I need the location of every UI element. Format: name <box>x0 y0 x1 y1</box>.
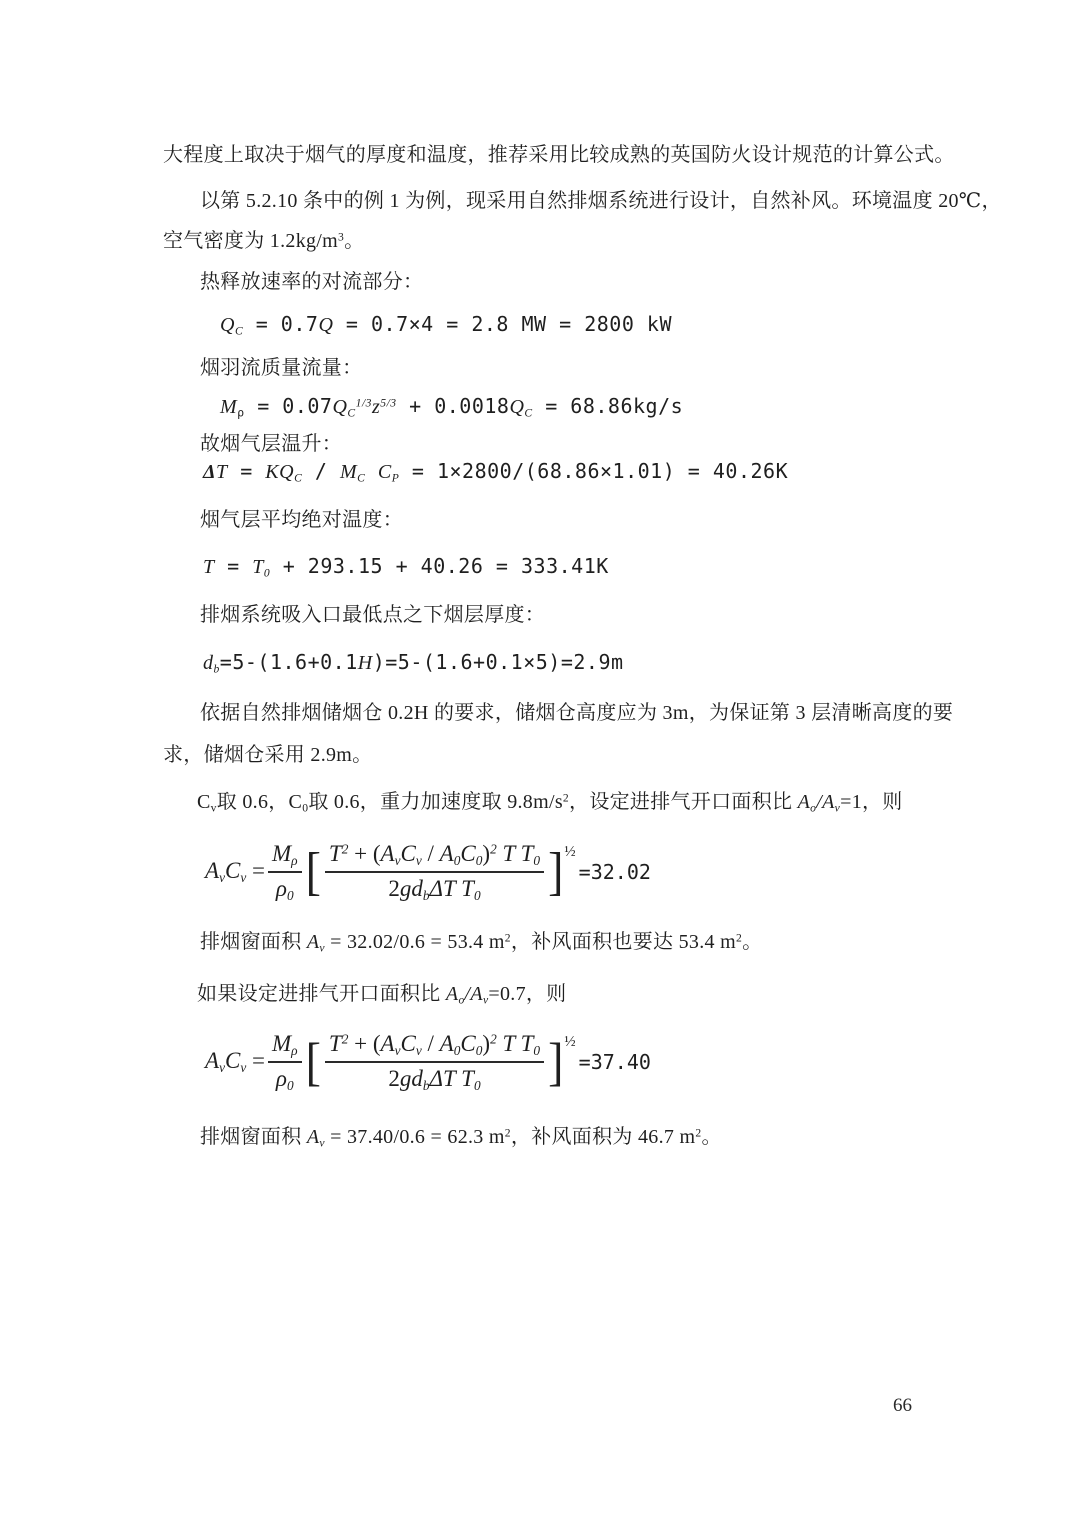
text-run: / <box>421 1030 440 1056</box>
text-run: 。 <box>344 230 365 252</box>
text-run: + ( <box>348 1030 381 1056</box>
fraction-numerator <box>268 841 302 873</box>
superscript: 2 <box>490 841 497 857</box>
subscript: ρ <box>237 405 245 420</box>
fraction-denominator <box>388 1063 480 1093</box>
subscript: 0 <box>475 1042 483 1058</box>
paragraph-line: 以第 5.2.10 条中的例 1 为例，现采用自然排烟系统进行设计，自然补风。环境温度 20℃， <box>200 190 1002 212</box>
superscript: 2 <box>341 841 349 857</box>
fraction-numerator <box>325 841 544 873</box>
paragraph-line <box>200 1125 722 1150</box>
paragraph-line: 求，储烟仓采用 2.9m。 <box>163 744 373 766</box>
subscript: v <box>482 993 489 1007</box>
var: T <box>328 1030 342 1056</box>
text-run: =1，则 <box>840 791 903 813</box>
var: ΔT T <box>429 1066 474 1091</box>
subscript: b <box>422 1078 430 1093</box>
paragraph-line <box>200 930 762 955</box>
delta-symbol: Δ <box>203 461 217 483</box>
superscript: 2 <box>562 791 570 805</box>
var: d <box>203 652 214 674</box>
half-exponent: ½ <box>564 1034 576 1050</box>
equals-sign: = <box>246 858 265 883</box>
close-bracket: ] <box>548 842 564 901</box>
var: A <box>439 1030 454 1056</box>
text-run: ，补风面积也要达 53.4 m <box>510 931 736 953</box>
formula-dt <box>203 459 788 485</box>
subscript: b <box>422 888 430 903</box>
subscript: v <box>319 941 325 955</box>
fraction-denominator <box>388 873 480 903</box>
section-heading: 故烟气层温升： <box>200 433 343 455</box>
var: A <box>439 840 454 866</box>
var: H <box>357 652 373 674</box>
var: M <box>339 461 358 483</box>
subscript: v <box>415 1042 422 1058</box>
avcv-equation-1 <box>205 836 651 908</box>
subscript: C <box>347 406 356 420</box>
superscript: 1/3 <box>355 396 372 410</box>
subscript: ρ <box>291 1042 298 1058</box>
formula-db <box>203 650 624 676</box>
text-run: + 293.15 + 40.26 = 333.41K <box>270 554 609 578</box>
subscript: v <box>219 1060 225 1075</box>
text-run: + 0.0018 <box>396 394 510 418</box>
paragraph-line <box>197 982 566 1007</box>
fraction-denominator <box>276 1063 294 1093</box>
text-run: 。 <box>742 931 763 953</box>
subscript: v <box>210 801 217 815</box>
superscript: 3 <box>338 230 345 244</box>
subscript: o <box>810 801 817 815</box>
var: gd <box>399 1066 423 1091</box>
text-run: 2 <box>388 876 400 901</box>
paragraph-line: 大程度上取决于烟气的厚度和温度，推荐采用比较成熟的英国防火设计规范的计算公式。 <box>163 144 955 166</box>
var: A <box>205 1048 220 1073</box>
equation-result: =37.40 <box>578 1050 651 1074</box>
formula-mp <box>220 394 683 420</box>
var: M <box>271 1030 292 1056</box>
text-run: / <box>464 983 471 1005</box>
var: A <box>380 1030 395 1056</box>
var: A <box>822 791 835 813</box>
var: z <box>371 396 381 418</box>
subscript: b <box>213 662 220 676</box>
text-run: =0.7，则 <box>488 983 567 1005</box>
subscript: 0 <box>286 888 294 903</box>
superscript: 5/3 <box>380 396 397 410</box>
var: Q <box>332 396 348 418</box>
temperature-fraction <box>325 1031 544 1094</box>
subscript: 0 <box>473 1078 481 1093</box>
var: ρ <box>275 876 287 901</box>
text-run: = <box>214 554 253 578</box>
mass-over-density-fraction <box>268 1031 302 1094</box>
formula-t <box>203 554 609 580</box>
page-number: 66 <box>893 1395 912 1416</box>
text-run: 2 <box>388 1066 400 1091</box>
var: Q <box>220 314 235 336</box>
temperature-fraction <box>325 841 544 904</box>
text-run <box>365 459 378 483</box>
text-run: 排烟窗面积 <box>200 931 307 953</box>
section-heading: 热释放速率的对流部分： <box>200 271 424 293</box>
var: T T <box>496 1030 534 1056</box>
fraction-denominator <box>276 873 294 903</box>
subscript: 0 <box>533 852 541 868</box>
subscript: C <box>294 471 303 485</box>
text-run: = 1×2800/(68.86×1.01) = 40.26K <box>399 459 789 483</box>
var: Q <box>318 314 334 336</box>
subscript: 0 <box>473 888 481 903</box>
subscript: C <box>234 324 244 338</box>
subscript: ρ <box>291 852 298 868</box>
section-heading: 烟气层平均绝对温度： <box>200 509 403 531</box>
var: C <box>377 461 392 483</box>
subscript: v <box>394 852 401 868</box>
text-run: ) <box>482 840 491 866</box>
paragraph-line: 依据自然排烟储烟仓 0.2H 的要求，储烟仓高度应为 3m，为保证第 3 层清晰高度的要 <box>200 702 954 724</box>
var: M <box>220 396 238 418</box>
text-run: = 0.07 <box>244 394 333 418</box>
text-run: = 68.86kg/s <box>532 394 684 418</box>
subscript: 0 <box>263 566 271 580</box>
var: Q <box>509 396 525 418</box>
var: gd <box>399 876 423 901</box>
subscript: v <box>240 1060 247 1075</box>
var: A <box>205 858 220 883</box>
equals-sign: = <box>246 1048 265 1073</box>
var: T <box>203 556 215 578</box>
text-run: =5-(1.6+0.1 <box>219 650 358 674</box>
var: T <box>328 840 342 866</box>
superscript: 2 <box>341 1031 349 1047</box>
text-run: / <box>816 791 823 813</box>
var: C <box>224 1048 241 1073</box>
text-run: = 37.40/0.6 = 62.3 m <box>324 1126 505 1148</box>
text-run: 取 0.6，重力加速度取 9.8m/s <box>308 791 563 813</box>
var: T <box>216 461 228 483</box>
var: T <box>252 556 264 578</box>
section-heading: 排烟系统吸入口最低点之下烟层厚度： <box>200 604 546 626</box>
close-bracket: ] <box>548 1032 564 1091</box>
var: A <box>306 1126 320 1148</box>
paragraph-line <box>163 229 364 253</box>
text-run: 。 <box>701 1126 722 1148</box>
subscript: 0 <box>286 1078 294 1093</box>
superscript: 2 <box>504 1126 511 1140</box>
text-run: + ( <box>348 840 381 866</box>
subscript: 0 <box>475 852 483 868</box>
text-run: / <box>421 840 440 866</box>
subscript: o <box>458 993 465 1007</box>
text-run: 取 0.6，C <box>216 791 303 813</box>
superscript: 2 <box>490 1031 497 1047</box>
text-run: 如果设定进排气开口面积比 <box>197 983 446 1005</box>
superscript: 2 <box>695 1126 702 1140</box>
var: C <box>460 840 476 866</box>
var: T T <box>496 840 534 866</box>
var: A <box>470 983 483 1005</box>
text-run: ，补风面积为 46.7 m <box>510 1126 696 1148</box>
text-run: = <box>227 459 266 483</box>
var: A <box>306 931 320 953</box>
var: C <box>224 858 241 883</box>
fraction-numerator <box>268 1031 302 1063</box>
var: C <box>460 1030 476 1056</box>
subscript: 0 <box>533 1042 541 1058</box>
mass-over-density-fraction <box>268 841 302 904</box>
text-run: )=5-(1.6+0.1×5)=2.9m <box>372 650 624 674</box>
section-heading: 烟羽流质量流量： <box>200 357 363 379</box>
var: C <box>400 840 416 866</box>
equation-lhs <box>205 1048 265 1076</box>
subscript: v <box>240 870 247 885</box>
half-exponent: ½ <box>564 844 576 860</box>
text-run: 排烟窗面积 <box>200 1126 307 1148</box>
text-run: = 0.7 <box>243 312 319 336</box>
open-bracket: [ <box>305 842 321 901</box>
var: C <box>400 1030 416 1056</box>
subscript: 0 <box>302 801 309 815</box>
text-run: C <box>197 791 211 813</box>
open-bracket: [ <box>305 1032 321 1091</box>
subscript: 0 <box>453 852 461 868</box>
subscript: v <box>834 801 841 815</box>
var: ΔT T <box>429 876 474 901</box>
var: ρ <box>275 1066 287 1091</box>
text-run: ，设定进排气开口面积比 <box>569 791 798 813</box>
equation-lhs <box>205 858 265 886</box>
text-run: ) <box>482 1030 491 1056</box>
subscript: C <box>357 471 366 485</box>
superscript: 2 <box>504 931 511 945</box>
text-run: 空气密度为 1.2kg/m <box>163 230 339 252</box>
var: A <box>380 840 395 866</box>
paragraph-line <box>197 790 903 815</box>
equation-result: =32.02 <box>578 860 651 884</box>
text-run: = 0.7×4 = 2.8 MW = 2800 kW <box>333 312 672 336</box>
subscript: v <box>319 1136 325 1150</box>
avcv-equation-2 <box>205 1026 651 1098</box>
var: A <box>797 791 811 813</box>
formula-qc <box>220 312 672 338</box>
subscript: C <box>524 406 533 420</box>
superscript: 2 <box>735 931 743 945</box>
var: M <box>271 840 292 866</box>
subscript: P <box>391 471 400 485</box>
text-run: / <box>302 459 340 483</box>
subscript: v <box>415 852 422 868</box>
subscript: v <box>394 1042 401 1058</box>
fraction-numerator <box>325 1031 544 1063</box>
subscript: 0 <box>453 1042 461 1058</box>
var: A <box>445 983 459 1005</box>
subscript: v <box>219 870 225 885</box>
var: KQ <box>265 461 295 483</box>
text-run: = 32.02/0.6 = 53.4 m <box>324 931 505 953</box>
